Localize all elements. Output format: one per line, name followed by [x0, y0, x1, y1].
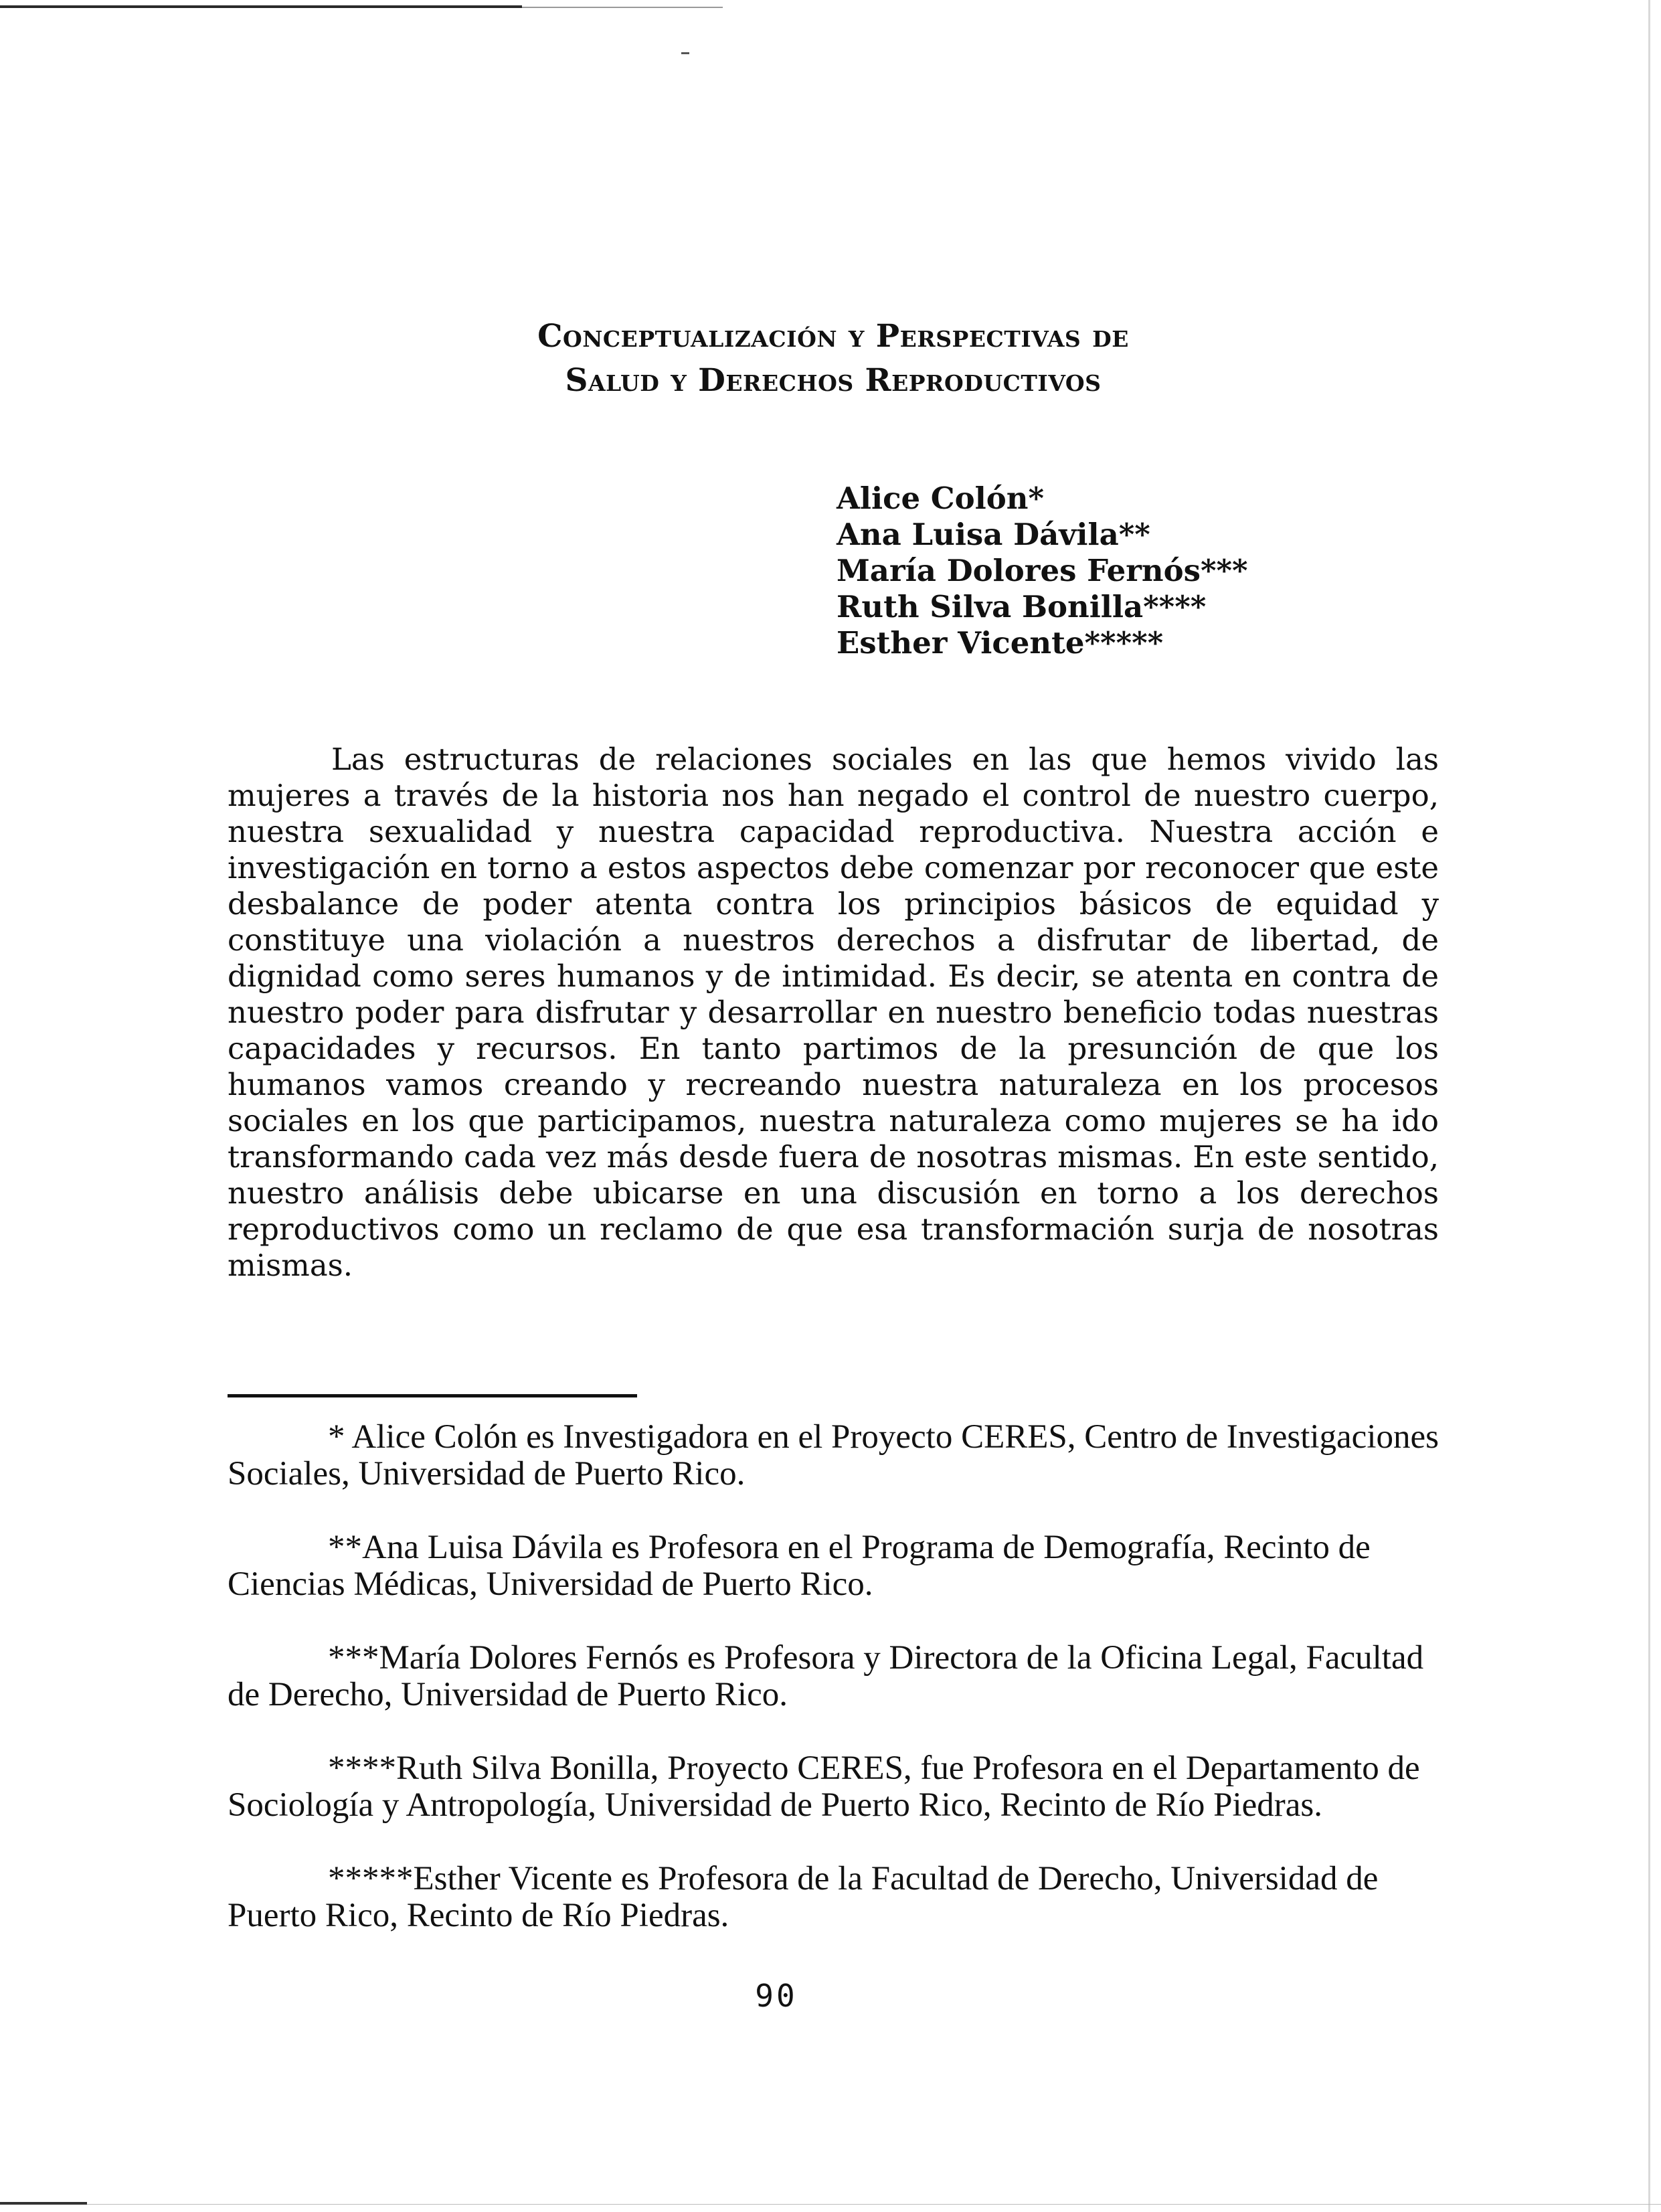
footnote: *****Esther Vicente es Profesora de la Facultad de Derecho, Universidad de Puerto Rico, Recinto de Río Piedras. [228, 1860, 1379, 1934]
footnote: ***María Dolores Fernós es Profesora y Directora de la Oficina Legal, Facultad de Derecho, Universidad de Puerto Rico. [228, 1639, 1424, 1713]
article-title [228, 315, 1439, 403]
author-name: Esther Vicente***** [837, 625, 1164, 661]
footnote: * Alice Colón es Investigadora en el Proyecto CERES, Centro de Investigaciones Sociales, Universidad de Puerto Rico. [228, 1418, 1439, 1493]
scan-border-mark [87, 2204, 1661, 2205]
scan-border-mark [522, 7, 723, 8]
scan-border-mark [0, 5, 522, 8]
author-list [837, 481, 1248, 661]
page-number: 90 [755, 1978, 798, 2014]
author-name: Alice Colón* [837, 481, 1044, 516]
author-name: María Dolores Fernós*** [837, 553, 1248, 588]
scan-edge-shadow [1648, 0, 1650, 2212]
footnote-separator [228, 1394, 637, 1397]
author-name: Ruth Silva Bonilla**** [837, 589, 1207, 624]
author-name: Ana Luisa Dávila** [837, 517, 1150, 552]
footnote: ****Ruth Silva Bonilla, Proyecto CERES, fue Profesora en el Departamento de Sociología y Antropología, Universidad de Puerto Rico, Recinto de Río Piedras. [228, 1750, 1420, 1824]
article-title-line-1: Conceptualización y Perspectivas de [537, 318, 1129, 355]
scan-speck [681, 52, 689, 54]
footnote-list [228, 1419, 1439, 1971]
footnote: **Ana Luisa Dávila es Profesora en el Programa de Demografía, Recinto de Ciencias Médicas, Universidad de Puerto Rico. [228, 1529, 1371, 1603]
body-paragraph: Las estructuras de relaciones sociales en las que hemos vivido las mujeres a través de la historia nos han negado el control de nuestro cuerpo, nuestra sexualidad y nuestra capacidad reproductiva. Nuestra acción e investigación en torno a estos aspectos debe comenzar por reconocer que este desbalance de poder atenta contra los principios básicos de equidad y constituye una violación a nuestros derechos a disfrutar de libertad, de dignidad como seres humanos y de intimidad. Es decir, se atenta en contra de nuestro poder para disfrutar y desarrollar en nuestro beneficio todas nuestras capacidades y recursos. En tanto partimos de la presunción de que los humanos vamos creando y recreando nuestra naturaleza en los procesos sociales en los que participamos, nuestra naturaleza como mujeres se ha ido transformando cada vez más desde fuera de nosotras mismas. En este sentido, nuestro análisis debe ubicarse en una discusión en torno a los derechos reproductivos como un reclamo de que esa transformación surja de nosotras mismas. [228, 742, 1439, 1283]
scan-border-mark [0, 2202, 87, 2205]
article-title-line-2: Salud y Derechos Reproductivos [565, 362, 1102, 399]
